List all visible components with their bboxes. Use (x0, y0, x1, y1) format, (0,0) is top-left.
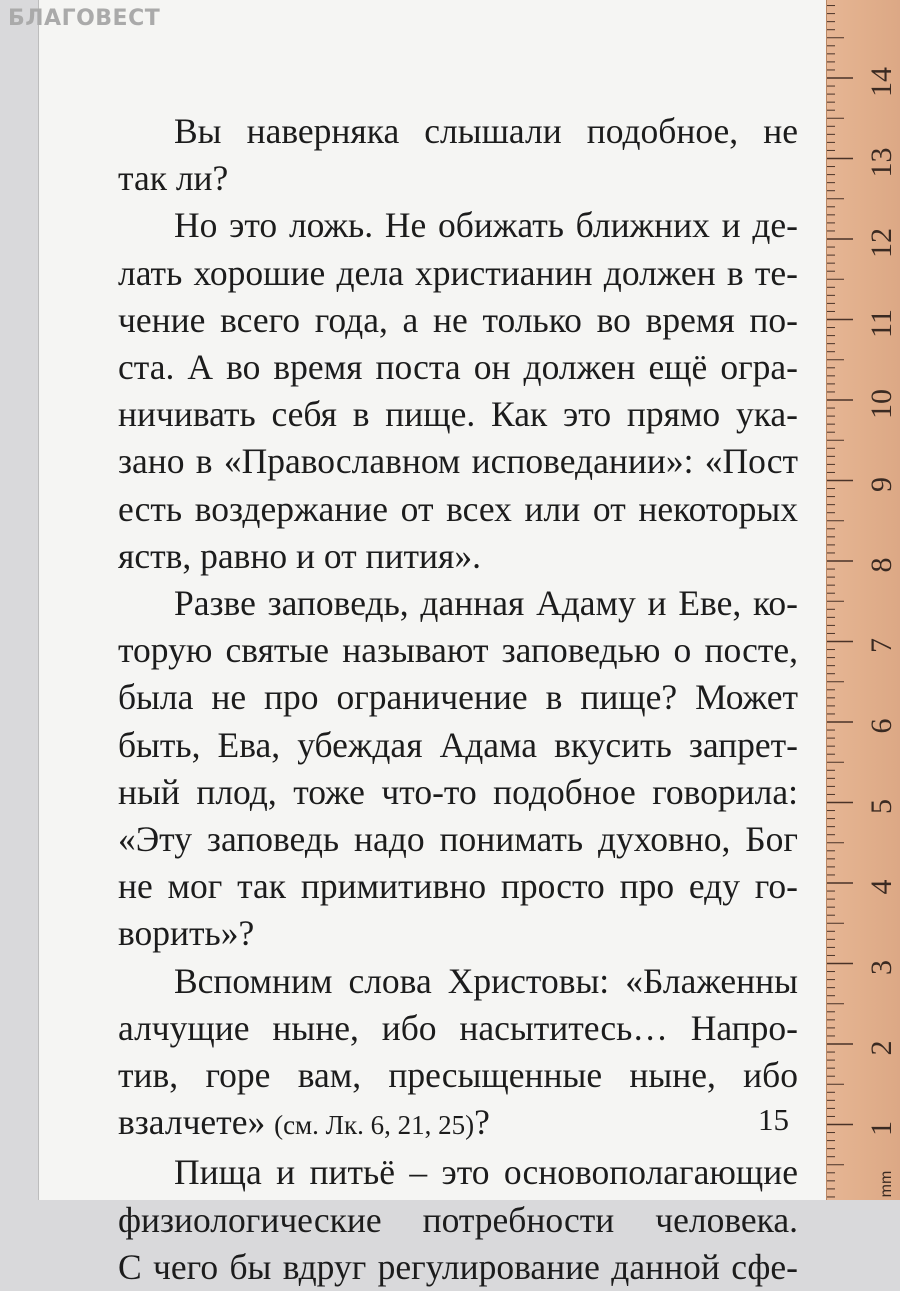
text-line-content: зано в «Православном исповедании»: «Пост (118, 441, 798, 482)
text-line-content: Пища и питьё – это основополагающие (174, 1152, 798, 1193)
ruler-number: 7 (865, 638, 898, 653)
text-line-content: ста. А во время поста он должен ещё огра- (118, 347, 798, 388)
citation-tail: ? (474, 1102, 490, 1143)
text-line-content: тив, горе вам, пресыщенные ныне, ибо (118, 1055, 798, 1096)
text-line-content: лать хорошие дела христианин должен в те- (118, 252, 798, 293)
text-line (118, 533, 798, 580)
ruler-number: 11 (865, 309, 898, 338)
page-number: 15 (758, 1102, 789, 1137)
ruler-number: 5 (865, 799, 898, 814)
text-line-content: есть воздержание от всех или от некоторых (118, 488, 798, 529)
text-line-content: взалчете» (118, 1102, 266, 1143)
ruler-number: 12 (865, 228, 898, 258)
text-line (118, 769, 798, 816)
text-line (118, 202, 798, 249)
text-line (118, 391, 798, 438)
text-line (118, 816, 798, 863)
ruler-number: 6 (865, 718, 898, 734)
text-line (118, 910, 798, 957)
text-line (118, 108, 798, 155)
text-line-content: физиологические потребности человека. (118, 1199, 798, 1240)
text-line-content: ничивать себя в пище. Как это прямо ука- (118, 394, 798, 435)
text-line (118, 250, 798, 297)
text-line-content: «Эту заповедь надо понимать духовно, Бог (118, 819, 798, 860)
text-line (118, 958, 798, 1005)
text-line (118, 1149, 798, 1196)
ruler-number: 10 (865, 389, 898, 419)
text-line-content: яств, равно и от пития». (118, 535, 482, 576)
ruler-number: 1 (865, 1121, 898, 1136)
text-line-content: Вы наверняка слышали подобное, не (174, 111, 798, 151)
text-line-content: не мог так примитивно просто про еду го- (118, 866, 798, 907)
text-line (118, 863, 798, 910)
ruler-number: 4 (865, 879, 898, 895)
text-line (118, 297, 798, 344)
ruler-number: 14 (865, 67, 898, 97)
page-text (118, 108, 798, 1291)
text-line-content: алчущие ныне, ибо насытитесь… Напро- (118, 1007, 798, 1048)
text-line-content: чение всего года, а не только во время по- (118, 299, 798, 340)
text-line-content: Разве заповедь, данная Адаму и Еве, ко- (174, 583, 798, 624)
text-line (118, 1099, 798, 1149)
text-line-content: С чего бы вдруг регулирование данной сфе- (118, 1246, 798, 1287)
text-line (118, 722, 798, 769)
text-line-content: быть, Ева, убеждая Адама вкусить запрет- (118, 724, 798, 765)
text-line-content: ный плод, тоже что-то подобное говорила: (118, 771, 798, 812)
watermark: БЛАГОВЕСТ (8, 6, 161, 31)
text-line-content: Вспомним слова Христовы: «Блаженны (174, 960, 798, 1001)
text-line-content: была не про ограничение в пище? Может (118, 677, 798, 718)
text-line (118, 1244, 798, 1291)
citation: (см. Лк. 6, 21, 25) (274, 1110, 475, 1141)
text-line (118, 438, 798, 485)
text-line (118, 1052, 798, 1099)
text-line (118, 627, 798, 674)
text-line-content: так ли? (118, 158, 229, 199)
ruler-number: 8 (865, 557, 898, 573)
text-line (118, 344, 798, 391)
ruler-number: 13 (865, 147, 898, 178)
ruler-unit: mm (878, 1170, 895, 1198)
text-line-content: Но это ложь. Не обижать ближних и де- (174, 205, 798, 246)
ruler-number: 2 (865, 1040, 898, 1056)
text-line (118, 1197, 798, 1244)
text-line (118, 155, 798, 202)
ruler-number: 3 (865, 960, 898, 975)
ruler (826, 0, 900, 1200)
text-line (118, 486, 798, 533)
text-line (118, 1005, 798, 1052)
text-line (118, 580, 798, 627)
ruler-number: 9 (865, 477, 898, 492)
text-line-content: торую святые называют заповедью о посте, (118, 630, 798, 671)
text-line-content: ворить»? (118, 913, 255, 954)
text-line (118, 674, 798, 721)
ruler-scale (827, 0, 900, 1200)
